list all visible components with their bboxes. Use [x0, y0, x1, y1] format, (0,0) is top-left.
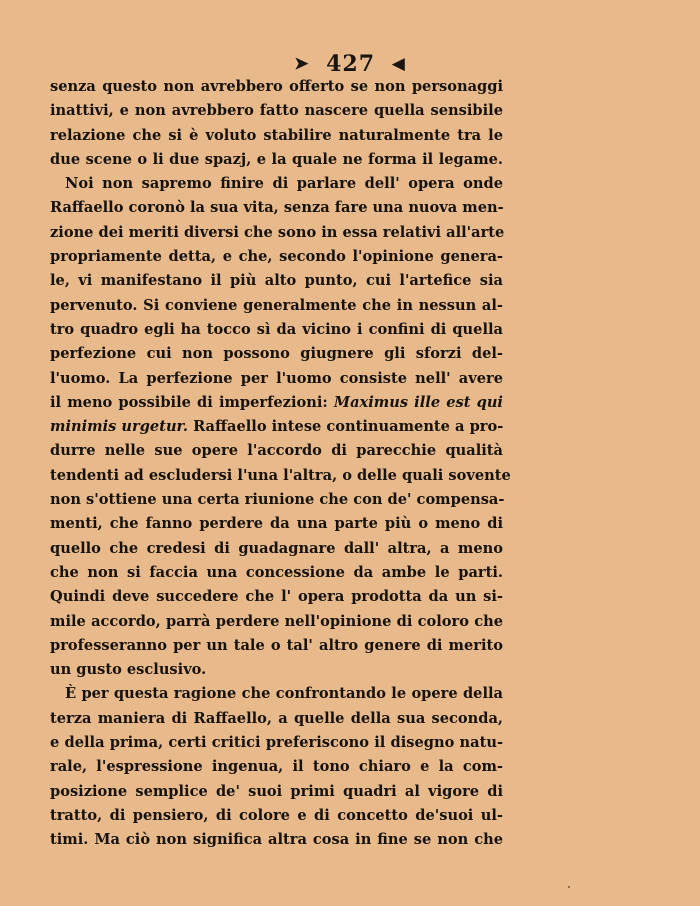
page-number: 427 — [326, 51, 376, 77]
text-line: propriamente detta, e che, secondo l'opinione genera- — [50, 248, 503, 266]
text-line: non s'ottiene una certa riunione che con de' compensa- — [50, 491, 505, 509]
body-text — [50, 75, 511, 853]
text-fragment: Raffaello intese continuamente a pro- — [193, 418, 504, 436]
text-fragment: il meno possibile di imperfezioni: — [50, 393, 328, 411]
paper-speck — [568, 886, 570, 888]
text-line: le, vi manifestano il più alto punto, cui l'artefice sia — [50, 272, 503, 290]
text-line: professeranno per un tale o tal' altro genere di merito — [50, 636, 503, 654]
text-line: Noi non sapremo finire di parlare dell' opera onde — [65, 175, 503, 193]
text-line: quello che credesi di guadagnare dall' altra, a meno — [50, 539, 503, 557]
latin-quote: Maximus ille est qui — [333, 393, 503, 411]
text-line: zione dei meriti diversi che sono in essa relativi all'arte — [50, 223, 505, 241]
text-line: timi. Ma ciò non significa altra cosa in fine se non che — [50, 831, 503, 849]
text-line: mile accordo, parrà perdere nell'opinione di coloro che — [50, 612, 503, 630]
text-line: posizione semplice de' suoi primi quadri al vigore di — [50, 782, 503, 800]
text-line: È per questa ragione che confrontando le opere della — [65, 685, 503, 703]
text-line: che non si faccia una concessione da ambe le parti. — [50, 563, 503, 581]
text-line: tratto, di pensiero, di colore e di concetto de'suoi ul- — [50, 806, 503, 824]
text-line: tro quadro egli ha tocco sì da vicino i confini di quella — [50, 320, 503, 338]
text-line-with-quote — [50, 415, 503, 439]
right-arrow-ornament-icon: ➤ — [294, 54, 310, 74]
text-line: senza questo non avrebbero offerto se non personaggi — [50, 78, 503, 95]
text-line: perfezione cui non possono giugnere gli sforzi del- — [50, 345, 503, 363]
text-line: un gusto esclusivo. — [50, 661, 207, 679]
text-line: terza maniera di Raffaello, a quelle della sua seconda, — [50, 709, 503, 727]
latin-quote: minimis urgetur. — [50, 418, 188, 436]
text-line: pervenuto. Si conviene generalmente che in nessun al- — [50, 296, 503, 314]
text-line: relazione che si è voluto stabilire naturalmente tra le — [50, 126, 503, 144]
page-header — [0, 50, 700, 77]
text-line: durre nelle sue opere l'accordo di parecchie qualità — [50, 442, 503, 460]
text-line: menti, che fanno perdere da una parte più o meno di — [50, 515, 503, 533]
text-line: tendenti ad escludersi l'una l'altra, o delle quali sovente — [50, 466, 511, 484]
text-line: due scene o li due spazj, e la quale ne forma il legame. — [50, 150, 503, 168]
left-arrow-ornament-icon: ◀ — [391, 54, 406, 74]
text-line: rale, l'espressione ingenua, il tono chiaro e la com- — [50, 758, 503, 776]
text-line: Raffaello coronò la sua vita, senza fare una nuova men- — [50, 199, 504, 217]
text-line: Quindi deve succedere che l' opera prodotta da un si- — [50, 588, 503, 606]
text-line: e della prima, certi critici preferiscono il disegno natu- — [50, 734, 503, 752]
text-line: inattivi, e non avrebbero fatto nascere quella sensibile — [50, 102, 503, 120]
text-line-with-quote — [50, 391, 503, 415]
text-line: l'uomo. La perfezione per l'uomo consiste nell' avere — [50, 369, 503, 387]
